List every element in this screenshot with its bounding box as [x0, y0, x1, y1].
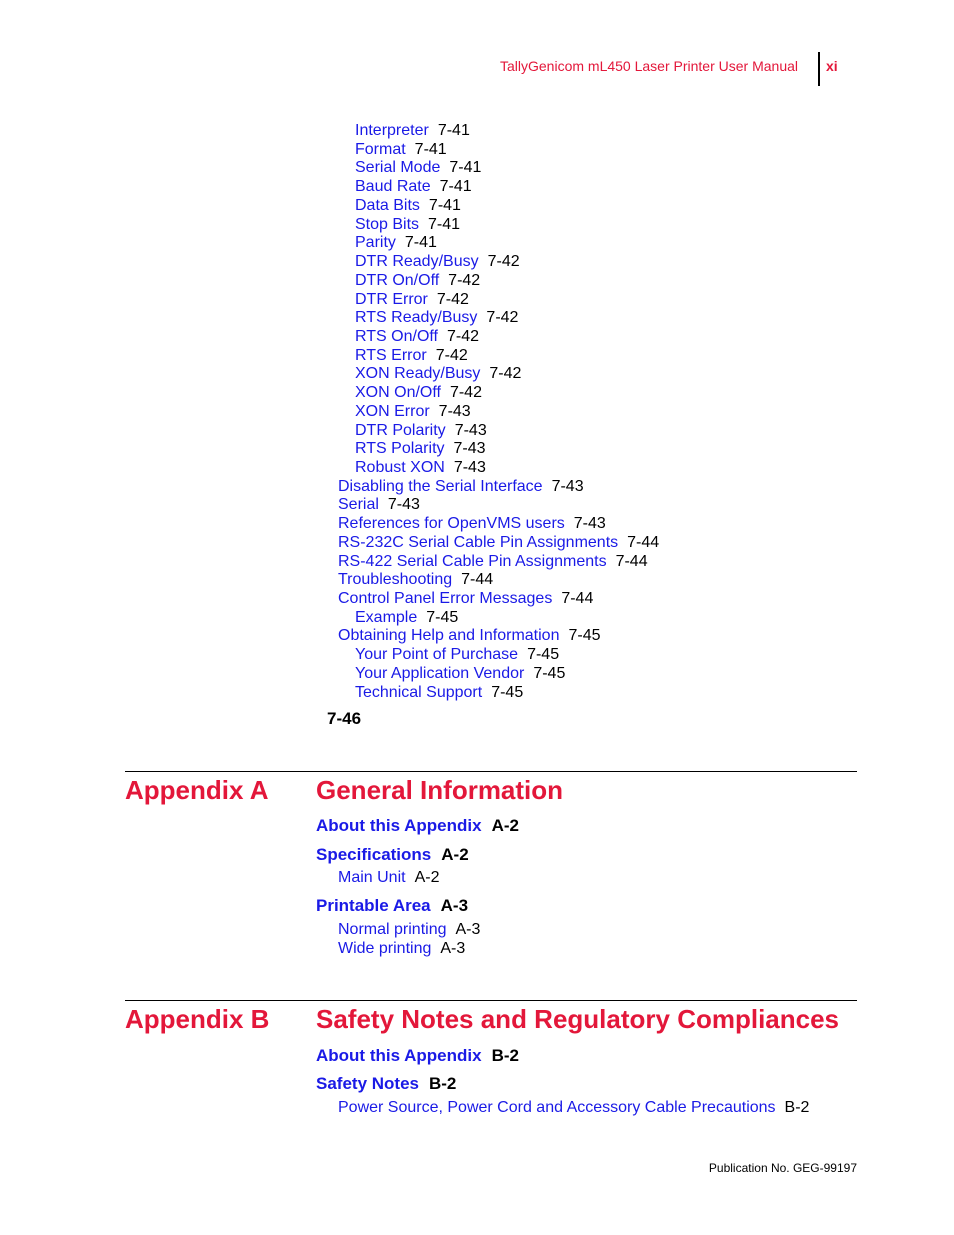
toc-entry-page: 7-45 [491, 683, 524, 701]
toc-entry[interactable] [355, 645, 559, 664]
toc-entry-page: 7-44 [461, 571, 494, 589]
toc-entry-label[interactable]: Serial Mode [355, 159, 441, 177]
toc-entry-label[interactable]: About this Appendix [316, 816, 482, 835]
toc-entry-power-source[interactable] [338, 1099, 809, 1117]
toc-entry-main-unit[interactable] [338, 869, 439, 887]
toc-entry-page: 7-45 [426, 608, 459, 626]
toc-entry-page: 7-43 [438, 402, 471, 420]
toc-entry[interactable] [338, 533, 659, 552]
toc-entry-page: 7-42 [449, 384, 482, 402]
toc-entry-label[interactable]: XON On/Off [355, 384, 441, 402]
page-number: xi [826, 58, 838, 74]
toc-entry-label[interactable]: RTS Polarity [355, 440, 445, 458]
toc-entry-page: 7-42 [486, 309, 519, 327]
toc-entry-page: B-2 [784, 1099, 810, 1116]
toc-entry-page: 7-41 [449, 159, 482, 177]
toc-entry-label[interactable]: Format [355, 140, 406, 158]
toc-entry[interactable] [355, 402, 471, 421]
toc-entry-page: B-2 [491, 1046, 519, 1065]
toc-entry-normal-printing[interactable] [338, 921, 480, 939]
toc-entry-label[interactable]: Serial [338, 496, 379, 514]
toc-entry[interactable] [355, 439, 486, 458]
toc-entry-label[interactable]: Example [355, 608, 418, 626]
toc-entry-label[interactable]: RTS On/Off [355, 327, 438, 345]
toc-entry-page: 7-42 [487, 253, 520, 270]
toc-entry[interactable] [355, 158, 481, 177]
toc-entry-label[interactable]: XON Error [355, 402, 430, 420]
toc-entry-page: 7-41 [437, 122, 470, 139]
appendix-b-title[interactable]: Safety Notes and Regulatory Compliances [316, 1004, 840, 1034]
toc-entry-label[interactable]: RS-422 Serial Cable Pin Assignments [338, 552, 607, 570]
appendix-b-rule [125, 1000, 857, 1001]
toc-entry[interactable] [355, 383, 482, 402]
toc-entry-page: 7-43 [573, 515, 606, 533]
toc-entry-page: 7-41 [404, 234, 437, 252]
toc-entry[interactable] [338, 589, 593, 608]
toc-entry-about-appendix-b[interactable] [316, 1046, 519, 1066]
appendix-a-label: Appendix A [125, 775, 269, 805]
toc-entry-page: A-3 [440, 940, 466, 957]
toc-entry-page: B-2 [428, 1074, 457, 1093]
toc-entry-label[interactable]: About this Appendix [316, 1046, 482, 1065]
toc-entry[interactable] [355, 271, 480, 290]
publication-number: Publication No. GEG-99197 [708, 1161, 857, 1175]
toc-entry-label[interactable]: XON Ready/Busy [355, 365, 481, 383]
toc-entry-label[interactable]: Obtaining Help and Information [338, 627, 560, 645]
toc-entry[interactable] [355, 458, 486, 477]
toc-entry-page: 7-43 [454, 421, 487, 439]
toc-entry-label[interactable]: Disabling the Serial Interface [338, 477, 543, 495]
toc-entry-label[interactable]: Baud Rate [355, 178, 431, 196]
toc-entry-page: A-2 [414, 869, 440, 886]
toc-entry-safety-notes[interactable] [316, 1074, 456, 1094]
toc-entry[interactable] [355, 140, 447, 159]
toc-entry-page: 7-42 [435, 346, 468, 364]
toc-entry-label[interactable]: DTR On/Off [355, 271, 440, 289]
toc-entry-label[interactable]: Data Bits [355, 196, 420, 214]
toc-entry-page: 7-41 [414, 140, 447, 158]
toc-entry-page: 7-42 [436, 290, 469, 308]
toc-entry[interactable] [355, 233, 437, 252]
toc-entry[interactable] [355, 121, 470, 140]
toc-entry[interactable] [355, 290, 469, 309]
toc-entry-label[interactable]: Wide printing [338, 940, 432, 957]
toc-entry-label[interactable]: Main Unit [338, 869, 406, 886]
toc-entry-page: 7-45 [533, 664, 566, 682]
toc-entry[interactable] [355, 308, 518, 327]
toc-entry-label[interactable]: Specifications [316, 845, 432, 864]
toc-entry[interactable] [355, 327, 479, 346]
toc-entry-label[interactable]: Safety Notes [316, 1074, 419, 1093]
toc-entry-page: 7-41 [428, 196, 461, 214]
appendix-a-rule [125, 771, 857, 772]
toc-entry-label[interactable]: Your Point of Purchase [355, 646, 519, 664]
header-divider [818, 52, 820, 86]
toc-entry-label[interactable]: DTR Error [355, 290, 428, 308]
toc-entry[interactable] [338, 552, 648, 571]
toc-entry[interactable] [355, 683, 523, 702]
toc-entry-page: 7-44 [615, 552, 648, 570]
toc-entry-page: 7-44 [561, 590, 594, 607]
toc-entry-page: 7-43 [551, 477, 584, 495]
toc-entry-label[interactable]: Robust XON [355, 459, 445, 476]
toc-entry-page: 7-45 [568, 627, 601, 645]
running-header-title: TallyGenicom mL450 Laser Printer User Manual [499, 58, 798, 74]
toc-entry-page: 7-42 [448, 271, 481, 289]
toc-entry-label[interactable]: Your Application Vendor [355, 664, 525, 682]
toc-entry-label[interactable]: Control Panel Error Messages [338, 590, 553, 607]
toc-entry-label[interactable]: DTR Polarity [355, 421, 446, 439]
toc-entry-page: 7-41 [428, 215, 461, 233]
toc-entry-label[interactable]: Printable Area [316, 896, 431, 915]
toc-entry[interactable] [338, 477, 584, 496]
toc-entry-page: 7-43 [453, 459, 486, 476]
toc-entry-page: A-3 [440, 896, 469, 915]
toc-entry-page: 7-42 [447, 327, 480, 345]
toc-entry[interactable] [338, 514, 606, 533]
toc-entry-page: 7-45 [527, 646, 560, 664]
toc-entry[interactable] [355, 664, 565, 683]
toc-entry-page: A-2 [441, 845, 469, 864]
toc-entry-label[interactable]: Interpreter [355, 122, 429, 139]
toc-entry-label[interactable]: Parity [355, 234, 396, 252]
toc-entry-label[interactable]: Technical Support [355, 683, 483, 701]
toc-entry-page: 7-42 [489, 365, 522, 383]
toc-entry[interactable] [355, 252, 520, 271]
toc-entry-page: A-2 [491, 816, 519, 835]
toc-entry[interactable] [355, 196, 461, 215]
appendix-a-title[interactable]: General Information [316, 775, 564, 805]
toc-entry-page: A-3 [455, 921, 481, 938]
toc-entry-label[interactable]: Power Source, Power Cord and Accessory Cable Precautions [338, 1099, 776, 1116]
toc-entry-label[interactable]: Normal printing [338, 921, 447, 938]
toc-entry-wide-printing[interactable] [338, 940, 465, 958]
toc-entry[interactable] [355, 421, 487, 440]
toc-entry-about-appendix-a[interactable] [316, 816, 519, 836]
toc-entry-label[interactable]: References for OpenVMS users [338, 515, 565, 533]
toc-entry-printable-area[interactable] [316, 896, 468, 916]
toc-entry-page: 7-43 [453, 440, 486, 458]
toc-entry-label[interactable]: Troubleshooting [338, 571, 453, 589]
toc-entry[interactable] [338, 626, 601, 645]
toc-entry-label[interactable]: DTR Ready/Busy [355, 253, 479, 270]
toc-entry-specifications[interactable] [316, 845, 469, 865]
toc-entry-label[interactable]: Stop Bits [355, 215, 420, 233]
toc-entry-label[interactable]: RTS Ready/Busy [355, 309, 478, 327]
toc-entry[interactable] [355, 608, 458, 627]
chapter-end-page: 7-46 [327, 709, 362, 728]
toc-entry[interactable] [355, 346, 468, 365]
toc-entry-page: 7-44 [627, 533, 660, 551]
toc-entry-page: 7-41 [439, 178, 472, 196]
toc-entry-label[interactable]: RTS Error [355, 346, 427, 364]
toc-entry[interactable] [355, 177, 472, 196]
toc-entry-page: 7-43 [387, 496, 420, 514]
toc-entry[interactable] [338, 570, 493, 589]
toc-entry[interactable] [355, 364, 521, 383]
toc-entry[interactable] [338, 495, 420, 514]
toc-entry[interactable] [355, 215, 460, 234]
appendix-b-label: Appendix B [125, 1004, 270, 1034]
toc-entry-label[interactable]: RS-232C Serial Cable Pin Assignments [338, 533, 619, 551]
